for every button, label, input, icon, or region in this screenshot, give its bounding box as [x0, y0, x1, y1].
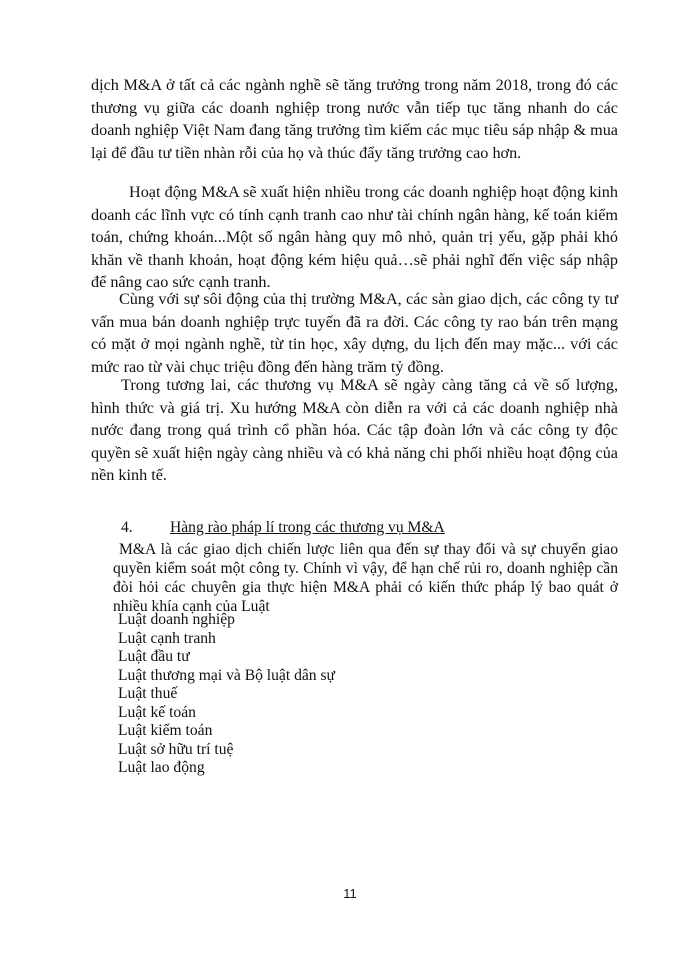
paragraph-online-exchanges: Cùng với sự sôi động của thị trường M&A, các sàn giao dịch, các công ty tư vấn mua bán doanh nghiệp trực tuyến đã ra đời. Các công ty rao bán trên mạng có mặt ở mọi ngành nghề, từ tin học, xây dựng, du lịch đến may mặc... với các mức rao từ vài chục triệu đồng đến hàng trăm tỷ đồng. — [91, 290, 618, 376]
law-item: Luật thuế — [118, 685, 178, 702]
section-number: 4. — [121, 519, 133, 536]
law-item: Luật cạnh tranh — [118, 629, 216, 647]
law-item: Luật đầu tư — [118, 648, 190, 665]
section-title: Hàng rào pháp lí trong các thương vụ M&A — [170, 519, 445, 536]
paragraph-continuation: dịch M&A ở tất cả các ngành nghề sẽ tăng trưởng trong năm 2018, trong đó các thương vụ giữa các doanh nghiệp trong nước vẫn tiếp tục tăng nhanh do các doanh nghiệp Việt Nam đang tăng trưởng tìm kiếm các mục tiêu sáp nhập & mua lại để đầu tư tiền nhàn rỗi của họ và thúc đẩy tăng trưởng cao hơn. — [91, 76, 618, 162]
law-item: Luật kế toán — [118, 703, 196, 721]
law-item: Luật doanh nghiệp — [118, 611, 235, 628]
law-item: Luật sở hữu trí tuệ — [118, 740, 234, 758]
law-item: Luật kiểm toán — [118, 722, 213, 739]
paragraph-ma-sectors: Hoạt động M&A sẽ xuất hiện nhiều trong các doanh nghiệp hoạt động kinh doanh các lĩnh vực có tính cạnh tranh cao như tài chính ngân hàng, kế toán kiểm toán, chứng khoán...Một số ngân hàng quy mô nhỏ, quản trị yếu, gặp phải khó khăn về thanh khoản, hoạt động kém hiệu quả…sẽ phải nghĩ đến việc sáp nhập để nâng cao sức cạnh tranh. — [91, 183, 618, 291]
law-item: Luật lao động — [118, 759, 205, 776]
section-heading — [121, 518, 445, 538]
law-list — [118, 611, 335, 778]
law-item: Luật thương mại và Bộ luật dân sự — [118, 666, 336, 684]
paragraph-future-trend: Trong tương lai, các thương vụ M&A sẽ ngày càng tăng cả về số lượng, hình thức và giá trị. Xu hướng M&A còn diễn ra với cả các doanh nghiệp nhà nước đang trong quá trình cổ phần hóa. Các tập đoàn lớn và các công ty độc quyền sẽ xuất hiện ngày càng nhiều và có khả năng chi phối nhiều hoạt động của nền kinh tế. — [91, 376, 618, 484]
section-body: M&A là các giao dịch chiến lược liên qua đến sự thay đổi và sự chuyển giao quyền kiểm soát một công ty. Chính vì vậy, để hạn chế rủi ro, doanh nghiệp cần đòi hỏi các chuyên gia thực hiện M&A phải có kiến thức pháp lý bao quát ở nhiều khía cạnh của Luật — [113, 541, 618, 615]
page-number: 11 — [343, 886, 357, 901]
